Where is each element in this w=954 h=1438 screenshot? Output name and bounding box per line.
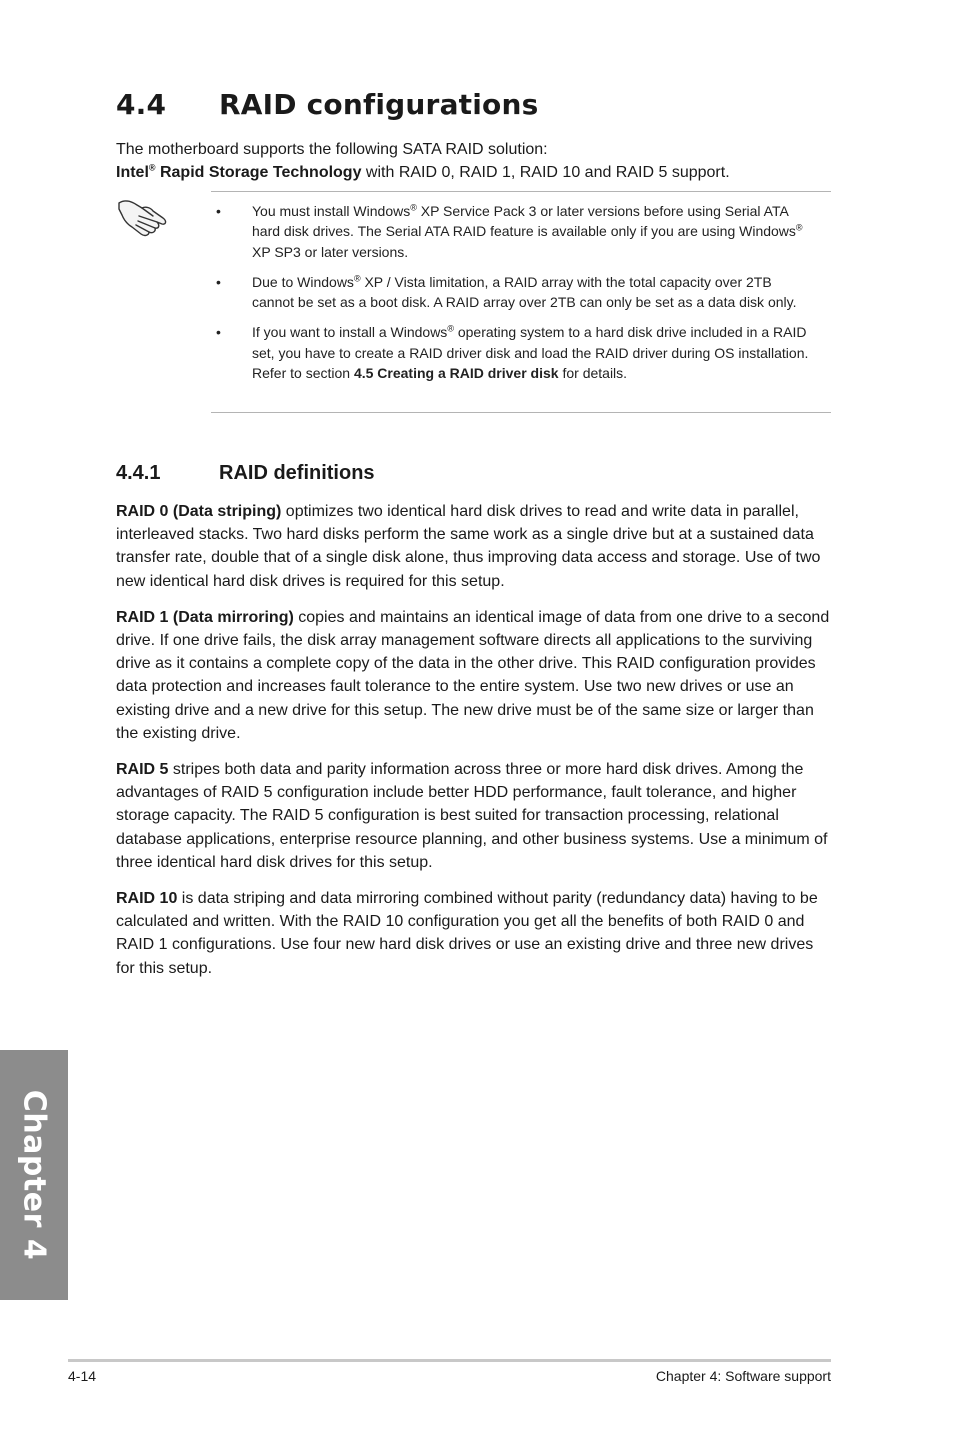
reg-mark: ®	[447, 323, 454, 334]
definition-text: is data striping and data mirroring combined without parity (redundancy data) having to be calculated and written. With the RAID 10 configuration you get all the benefits of both RAID 0 and RAID 1 configurations. Use four new hard disk drives or use an existing drive and three new drives for this setup.	[116, 890, 818, 977]
definitions	[116, 500, 832, 993]
subsection-number: 4.4.1	[116, 462, 161, 484]
subsection-title: RAID definitions	[219, 462, 375, 484]
note-text: XP / Vista limitation, a RAID array with the total capacity over 2TB cannot be set as a boot disk. A RAID array over 2TB can only be set as a data disk only.	[252, 273, 797, 311]
note-bottom-rule	[211, 412, 831, 413]
definition-raid1	[116, 606, 832, 745]
intro	[116, 138, 832, 184]
note-text: You must install Windows	[252, 203, 411, 219]
section-reference: 4.5 Creating a RAID driver disk	[353, 365, 559, 382]
note-text: for details.	[558, 365, 628, 382]
definition-term: RAID 5	[116, 761, 169, 779]
definition-text: stripes both data and parity information across three or more hard disk drives. Among the advantages of RAID 5 configuration include better HDD performance, fault tolerance, and higher storage capacity. The RAID 5 configuration is best suited for transaction processing, relational database applications, enterprise resource planning, and other business systems. Use a minimum of three identical hard disk drives for this setup.	[116, 761, 828, 871]
subsection-heading	[116, 462, 375, 485]
definition-term: RAID 1 (Data mirroring)	[116, 608, 294, 626]
note-item-1	[216, 201, 816, 262]
intro-brand: Intel	[116, 164, 149, 181]
definition-text: copies and maintains an identical image of data from one drive to a second drive. If one drive fails, the disk array management software directs all applications to the surviving drive as it contains a complete copy of the data in the other drive. This RAID configuration provides data protection and increases fault tolerance to the entire system. Use two new drives or use an existing drive and a new drive for this setup. The new drive must be of the same size or larger than the existing drive.	[116, 608, 830, 742]
note-item-3	[216, 322, 816, 383]
definition-raid0	[116, 500, 832, 593]
section-heading	[116, 88, 538, 121]
footer-chapter: Chapter 4: Software support	[655, 1368, 831, 1384]
definition-term: RAID 10	[116, 890, 178, 908]
definition-raid5	[116, 758, 832, 874]
note-text: operating system to a hard disk drive included in a RAID set, you have to create a RAID driver disk and load the RAID driver during OS installation. Refer to section	[252, 324, 809, 382]
chapter-tab-label: Chapter 4	[16, 1089, 52, 1261]
note-text: If you want to install a Windows	[252, 324, 448, 341]
definition-text: optimizes two identical hard disk drives to read and write data in parallel, interleaved stacks. Two hard disks perform the same work as a single drive but at a sustained data transfer rate, double that of a single disk alone, thus improving data access and storage. Use of two new identical hard disk drives is required for this setup.	[116, 503, 821, 590]
intro-line-1: The motherboard supports the following SATA RAID solution:	[116, 141, 548, 158]
bullet: •	[216, 324, 221, 341]
pointing-hand-icon	[116, 196, 174, 238]
intro-line-2	[116, 161, 832, 184]
page-number: 4-14	[68, 1368, 97, 1384]
note-top-rule	[211, 191, 831, 192]
section-title: RAID configurations	[219, 88, 539, 121]
note-text: XP SP3 or later versions.	[252, 243, 409, 260]
note-item-2	[216, 272, 816, 313]
note-text: Due to Windows	[252, 273, 354, 290]
definition-term: RAID 0 (Data striping)	[116, 503, 282, 520]
definition-raid10	[116, 887, 832, 980]
intro-reg: ®	[148, 162, 156, 173]
bullet: •	[216, 273, 221, 290]
reg-mark: ®	[795, 222, 803, 233]
intro-product: Rapid Storage Technology	[155, 164, 362, 181]
intro-support: with RAID 0, RAID 1, RAID 10 and RAID 5 support.	[361, 164, 730, 181]
bullet: •	[216, 203, 221, 219]
chapter-tab	[0, 1050, 68, 1300]
reg-mark: ®	[353, 273, 361, 284]
note-list	[216, 201, 816, 393]
footer-rule	[68, 1359, 831, 1362]
section-number: 4.4	[116, 88, 167, 121]
note-text: XP Service Pack 3 or later versions before using Serial ATA hard disk drives. The Serial ATA RAID feature is available only if you are using Windows	[252, 203, 796, 240]
reg-mark: ®	[410, 202, 417, 213]
